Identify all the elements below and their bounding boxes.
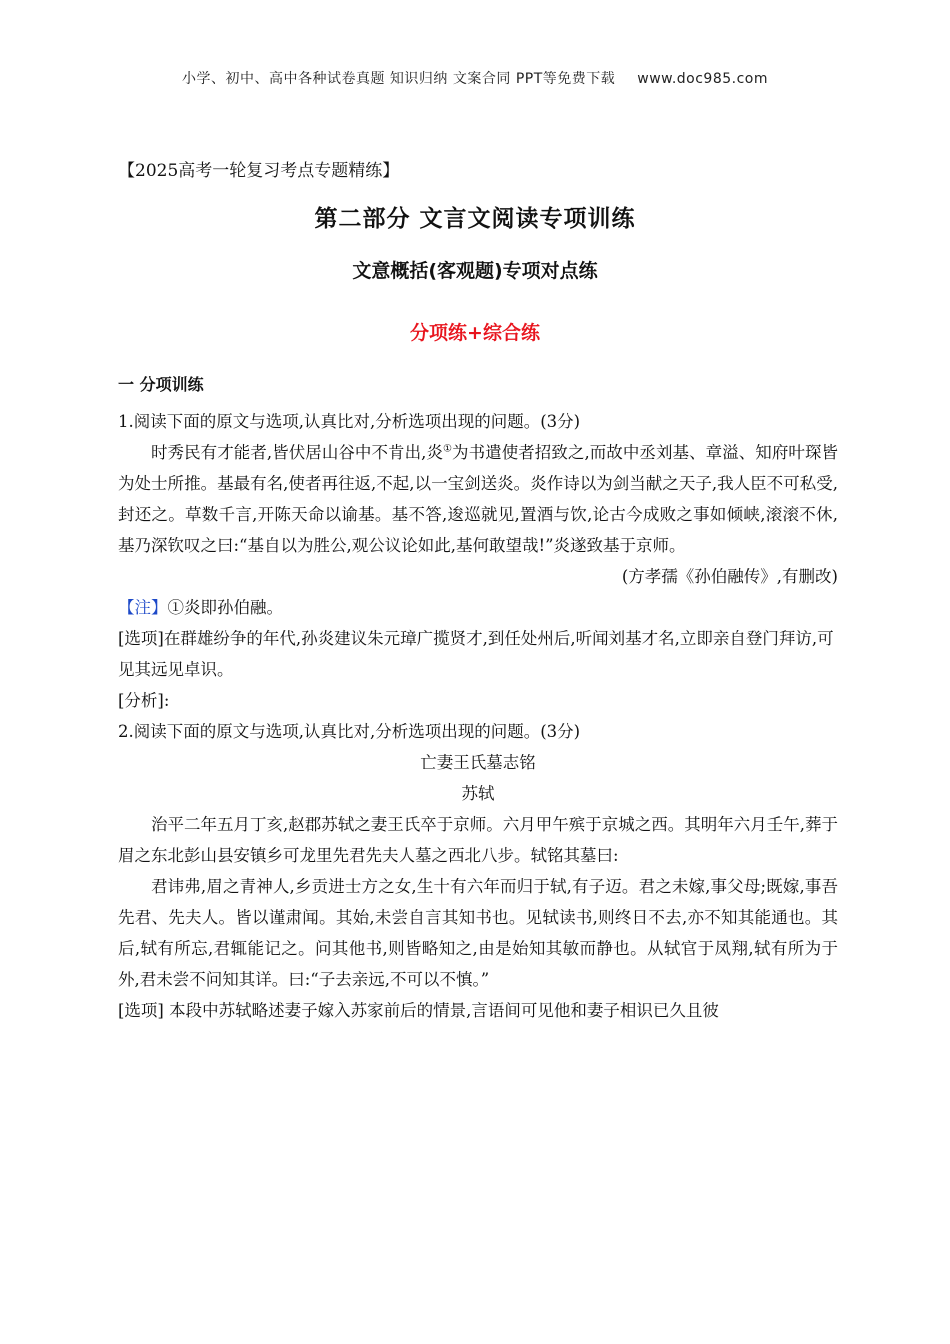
practice-type-title: 分项练+综合练 (410, 322, 540, 344)
q1-note (118, 592, 838, 623)
page-title: 第二部分 文言文阅读专项训练 (314, 206, 636, 232)
header-url[interactable]: www.doc985.com (637, 71, 769, 87)
note-label: 【注】 (118, 598, 168, 617)
q2-paragraph-2: 君讳弗,眉之青神人,乡贡进士方之女,生十有六年而归于轼,有子迈。君之未嫁,事父母;既嫁,事吾先君、先夫人。皆以谨肃闻。其始,未尝自言其知书也。见轼读书,则终日不去,亦不知其能通也。其后,轼有所忘,君辄能记之。问其他书,则皆略知之,由是始知其敏而静也。从轼官于凤翔,轼有所为于外,君未尝不问知其详。曰:“子去亲远,不可以不慎。” (118, 877, 838, 989)
q2-passage-title: 亡妻王氏墓志铭 (420, 753, 536, 772)
q1-source: (方孝孺《孙伯融传》,有删改) (621, 567, 838, 586)
footnote-marker: ① (443, 443, 453, 455)
q1-prompt: 1.阅读下面的原文与选项,认真比对,分析选项出现的问题。(3分) (118, 412, 581, 431)
q2-option: [选项] 本段中苏轼略述妻子嫁入苏家前后的情景,言语间可见他和妻子相识已久且彼 (118, 1001, 719, 1020)
q2-paragraph-1: 治平二年五月丁亥,赵郡苏轼之妻王氏卒于京师。六月甲午殡于京城之西。其明年六月壬午,葬于眉之东北彭山县安镇乡可龙里先君先夫人墓之西北八步。轼铭其墓曰: (118, 815, 838, 865)
q1-passage-part-a: 时秀民有才能者,皆伏居山谷中不肯出,炎 (151, 443, 443, 462)
q2-prompt: 2.阅读下面的原文与选项,认真比对,分析选项出现的问题。(3分) (118, 722, 581, 741)
site-header (0, 68, 950, 88)
doc-tag: 【2025高考一轮复习考点专题精练】 (118, 161, 400, 181)
q2-author: 苏轼 (461, 784, 495, 803)
section-heading: 一 分项训练 (118, 375, 204, 394)
q1-analysis: [分析]: (118, 691, 170, 710)
document-body (118, 406, 838, 1026)
note-text: ①炎即孙伯融。 (167, 598, 283, 617)
q1-option: [选项]在群雄纷争的年代,孙炎建议朱元璋广揽贤才,到任处州后,听闻刘基才名,立即亲自登门拜访,可见其远见卓识。 (118, 629, 834, 679)
page-subtitle: 文意概括(客观题)专项对点练 (352, 260, 598, 282)
header-banner: 小学、初中、高中各种试卷真题 知识归纳 文案合同 PPT等免费下载 (181, 71, 616, 87)
q1-passage (118, 437, 838, 561)
q1-passage-part-b: 为书遣使者招致之,而故中丞刘基、章溢、知府叶琛皆为处士所推。基最有名,使者再往返,不起,以一宝剑送炎。炎作诗以为剑当献之天子,我人臣不可私受,封还之。草数千言,开陈天命以谕基。基不答,逡巡就见,置酒与饮,论古今成败之事如倾峡,滚滚不休,基乃深钦叹之曰:“基自以为胜公,观公议论如此,基何敢望哉!”炎遂致基于京师。 (118, 443, 838, 555)
